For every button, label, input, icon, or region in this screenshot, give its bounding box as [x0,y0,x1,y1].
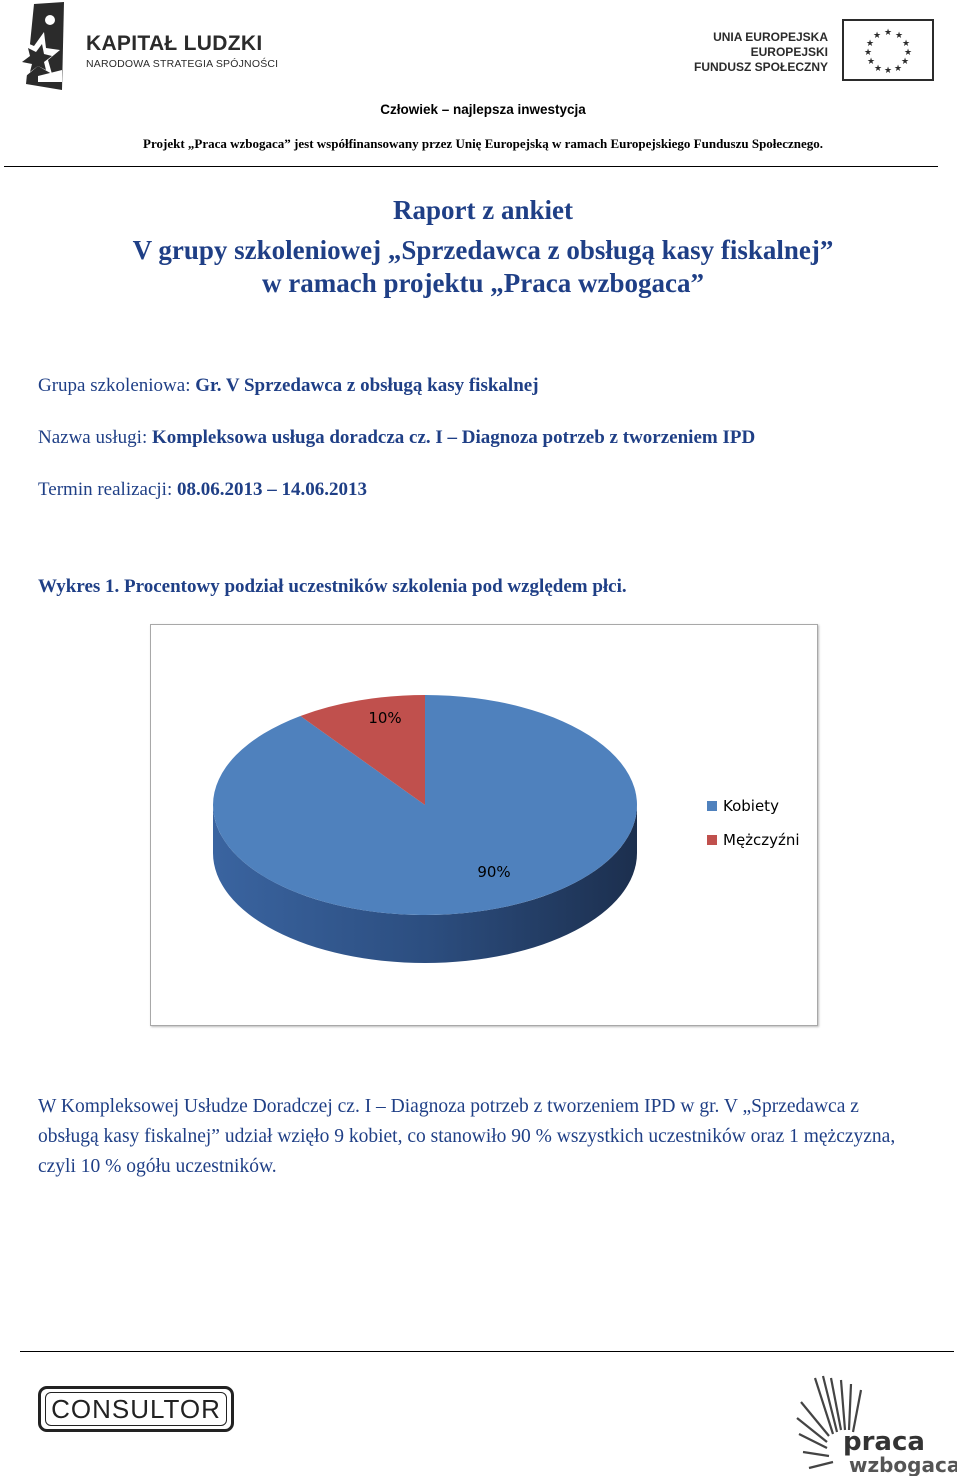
service-label: Nazwa usługi: [38,427,148,448]
svg-text:★: ★ [873,64,883,74]
eu-line-3: FUNDUSZ SPOŁECZNY [693,60,828,74]
report-subtitle-2: w ramach projektu „Praca wzbogaca” [262,268,704,298]
legend-swatch-mezczyzni [707,835,717,845]
kapital-ludzki-logo [4,2,82,94]
eu-flag-icon [842,19,934,81]
project-note: Projekt „Praca wzbogaca” jest współfinansowany przez Unię Europejską w ramach Europejskiego Funduszu Społecznego. [143,136,823,151]
svg-text:★: ★ [894,31,904,41]
figure-caption: Wykres 1. Procentowy podział uczestników szkolenia pod względem płci. [38,576,627,597]
report-subtitle-1: V grupy szkoleniowej „Sprzedawca z obsługą kasy fiskalnej” [132,235,834,265]
term-label: Termin realizacji: [38,479,173,500]
svg-text:★: ★ [866,57,876,67]
pie-label-mezczyzni: 10% [368,709,402,727]
group-label: Grupa szkoleniowa: [38,375,191,396]
legend-label-mezczyzni: Mężczyźni [723,831,800,849]
service-info [38,427,755,449]
pie-label-kobiety: 90% [477,863,511,881]
legend-swatch-kobiety [707,801,717,811]
group-info [38,375,539,397]
svg-text:★: ★ [865,39,875,49]
svg-text:★: ★ [872,31,882,41]
svg-text:★: ★ [903,48,913,58]
praca-wzbogaca-burst-icon [795,1372,957,1476]
motto: Człowiek – najlepsza inwestycja [380,102,586,117]
pie-chart [150,624,818,1026]
svg-text:★: ★ [883,28,893,38]
svg-text:★: ★ [900,57,910,67]
footer-divider [20,1351,954,1352]
eu-line-1: UNIA EUROPEJSKA [713,30,828,44]
legend-label-kobiety: Kobiety [723,797,779,815]
pie-chart-canvas [151,625,816,1024]
svg-text:★: ★ [893,64,903,74]
summary-paragraph: W Kompleksowej Usłudze Doradczej cz. I – Diagnoza potrzeb z tworzeniem IPD w gr. V „Sprzedawca z obsługą kasy fiskalnej” udział wzięło 9 kobiet, co stanowiło 90 % wszystkich uczestników oraz 1 mężczyzna, czyli 10 % ogółu uczestników. [38,1096,896,1177]
svg-text:★: ★ [901,39,911,49]
kapital-ludzki-emblem-icon [4,2,82,94]
group-value: Gr. V Sprzedawca z obsługą kasy fiskalnej [195,375,539,396]
consultor-logo [38,1386,234,1432]
svg-text:★: ★ [863,48,873,58]
service-value: Kompleksowa usługa doradcza cz. I – Diagnoza potrzeb z tworzeniem IPD [151,427,756,448]
kapital-ludzki-subtitle: NARODOWA STRATEGIA SPÓJNOŚCI [86,58,279,70]
report-title: Raport z ankiet [393,195,573,225]
svg-text:★: ★ [883,66,893,76]
term-info [38,479,367,501]
eu-line-2: EUROPEJSKI [750,45,828,59]
wzbogaca-text: wzbogaca [849,1453,957,1476]
header-divider [4,166,938,167]
kapital-ludzki-title: KAPITAŁ LUDZKI [86,32,263,55]
praca-text: praca [843,1427,925,1457]
term-value: 08.06.2013 – 14.06.2013 [176,479,367,500]
praca-wzbogaca-logo [795,1372,957,1476]
consultor-logo-text: CONSULTOR [45,1392,227,1426]
eu-logo-text [694,30,828,75]
